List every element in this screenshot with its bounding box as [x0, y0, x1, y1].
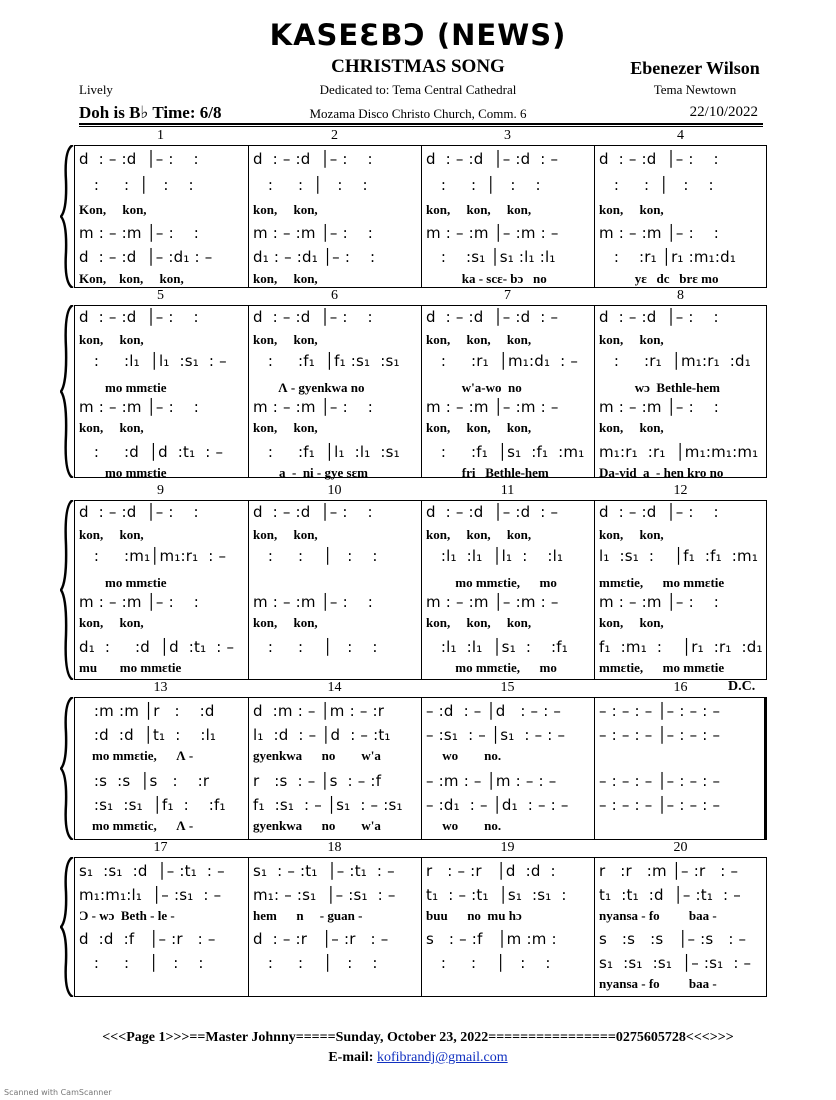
solfa-notes: :s :s │s : :r [79, 772, 210, 790]
solfa-notes: – :m : – │m : – : – [426, 772, 557, 790]
barline [766, 857, 767, 997]
system-brace [60, 857, 74, 997]
solfa-notes: t₁ : – :t₁ │s₁ :s₁ : [426, 886, 567, 904]
solfa-notes: : : │ : : [426, 176, 541, 194]
lyric-line: mo mmɛtie [79, 380, 167, 395]
lyric-line: kon, kon, [253, 202, 318, 217]
tempo-marking: Lively [79, 82, 113, 97]
solfa-notes: d : – :d │– : : [253, 150, 373, 168]
lyric-line: fri Bethle-hem [426, 465, 549, 480]
solfa-notes: d : – :d │– : : [599, 150, 719, 168]
measure-number: 4 [677, 128, 684, 143]
lyric-line: mo mmɛtie [79, 575, 167, 590]
solfa-notes: s :s :s │– :s : – [599, 930, 747, 948]
solfa-notes: : :f₁ │s₁ :f₁ :m₁ [426, 443, 585, 461]
solfa-notes: d : – :r │– :r : – [253, 930, 389, 948]
solfa-notes: m₁:m₁:l₁ │– :s₁ : – [79, 886, 222, 904]
song-title: KASEƐBƆ (NEWS) [269, 18, 567, 52]
barline [594, 305, 595, 478]
measure-number: 16 [673, 680, 688, 695]
lyric-line: kon, kon, kon, [426, 527, 532, 542]
score-system-2 [74, 288, 767, 480]
lyric-line: kon, kon, [79, 615, 144, 630]
solfa-notes: m : – :m │– :m : – [426, 224, 559, 242]
key-signature: Doh is B♭ Time: 6/8 [79, 103, 222, 122]
solfa-notes: l₁ :s₁ : │f₁ :f₁ :m₁ [599, 547, 759, 565]
lyric-line: kon, kon, [253, 420, 318, 435]
measure-number: 14 [327, 680, 342, 695]
footer-email [0, 1050, 836, 1066]
measure-number: 18 [327, 840, 342, 855]
solfa-notes: m : – :m │– : : [599, 398, 719, 416]
lyric-line: mo mmɛtie [79, 465, 167, 480]
barline [421, 697, 422, 840]
lyric-line: kon, kon, kon, [426, 615, 532, 630]
solfa-notes: : : │ : : [79, 176, 194, 194]
lyric-line: kon, kon, [599, 527, 664, 542]
lyric-line: w'a-wo no [426, 380, 522, 395]
lyric-line: wo no. [426, 748, 502, 763]
barline [421, 500, 422, 680]
solfa-notes: m : – :m │– :m : – [426, 593, 559, 611]
solfa-notes: d₁ : – :d₁ │– : : [253, 248, 376, 266]
solfa-notes: m : – :m │– :m : – [426, 398, 559, 416]
system-brace [60, 697, 74, 840]
solfa-notes: m : – :m │– : : [599, 593, 719, 611]
lyric-line: buu no mu hɔ [426, 908, 522, 923]
lyric-line: mo mmɛtie, mo [426, 660, 557, 675]
footer-credits: <<<Page 1>>>==Master Johnny=====Sunday, October 23, 2022================0275605728<<<>>> [102, 1030, 734, 1045]
barline [766, 305, 767, 478]
lyric-line: nyansa - fo baa - [599, 976, 717, 991]
system-brace [60, 305, 74, 478]
solfa-notes: s : – :f │m :m : [426, 930, 557, 948]
solfa-notes: – : – : – │– : – : – [599, 796, 721, 814]
lyric-line: kon, kon, [79, 420, 144, 435]
solfa-notes: : : │ : : [253, 638, 378, 656]
barline [764, 697, 767, 840]
lyric-line: mo mmɛtie, Λ - [79, 748, 194, 763]
lyric-line: kon, kon, [599, 332, 664, 347]
solfa-notes: m : – :m │– : : [253, 398, 373, 416]
measure-number: 19 [500, 840, 515, 855]
solfa-notes: : : │ : : [253, 547, 378, 565]
lyric-line: hem n - guan - [253, 908, 363, 923]
solfa-notes: d : – :d │– :d₁ : – [79, 248, 213, 266]
da-capo-marking: D.C. [728, 679, 756, 694]
solfa-notes: s₁ :s₁ :s₁ │– :s₁ : – [599, 954, 752, 972]
barline [421, 145, 422, 288]
solfa-notes: d : – :d │– : : [599, 308, 719, 326]
solfa-notes: m : – :m │– : : [253, 593, 373, 611]
lyric-line: ka - scɛ- bɔ no [426, 271, 547, 286]
lyric-line: mmɛtie, mo mmɛtie [599, 575, 725, 590]
system-brace [60, 145, 74, 288]
barline [248, 500, 249, 680]
barline [594, 145, 595, 288]
solfa-notes: d : – :d │– : : [253, 503, 373, 521]
solfa-notes: : : │ : : [426, 954, 551, 972]
measure-number: 1 [157, 128, 164, 143]
measure-number: 5 [157, 288, 164, 303]
solfa-notes: r : – :r │d :d : [426, 862, 556, 880]
measure-number: 12 [673, 483, 688, 498]
lyric-line: kon, kon, [253, 615, 318, 630]
header-rule [79, 123, 763, 125]
solfa-notes: – : – : – │– : – : – [599, 726, 721, 744]
measure-number: 11 [500, 483, 515, 498]
solfa-notes: d₁ : :d │d :t₁ : – [79, 638, 235, 656]
barline [421, 857, 422, 997]
system-brace [60, 500, 74, 680]
solfa-notes: m : – :m │– : : [79, 593, 199, 611]
barline [248, 697, 249, 840]
song-subtitle: CHRISTMAS SONG [331, 56, 505, 77]
solfa-notes: d : – :d │– :d : – [426, 308, 559, 326]
solfa-notes: :s₁ :s₁ │f₁ : :f₁ [79, 796, 226, 814]
measure-number: 7 [504, 288, 511, 303]
score-system-3 [74, 483, 767, 680]
solfa-notes: m₁:r₁ :r₁ │m₁:m₁:m₁ [599, 443, 759, 461]
lyric-line: kon, kon, [253, 332, 318, 347]
lyric-line: Da-vid a - hen kro no [599, 465, 724, 480]
solfa-notes: r :s : – │s : – :f [253, 772, 382, 790]
solfa-notes: – :d₁ : – │d₁ : – : – [426, 796, 569, 814]
lyric-line: wo no. [426, 818, 502, 833]
solfa-notes: f₁ :s₁ : – │s₁ : – :s₁ [253, 796, 403, 814]
solfa-notes: m : – :m │– : : [79, 224, 199, 242]
barline [248, 857, 249, 997]
solfa-notes: d :d :f │– :r : – [79, 930, 216, 948]
lyric-line: kon, kon, [253, 527, 318, 542]
barline [74, 697, 75, 840]
lyric-line: mu mo mmɛtie [79, 660, 182, 675]
solfa-notes: :l₁ :l₁ │s₁ : :f₁ [426, 638, 568, 656]
measure-number: 2 [331, 128, 338, 143]
measure-number: 8 [677, 288, 684, 303]
solfa-notes: s₁ : – :t₁ │– :t₁ : – [253, 862, 395, 880]
scanner-watermark: Scanned with CamScanner [4, 1088, 112, 1097]
email-label: E-mail: [328, 1050, 377, 1065]
dedication: Dedicated to: Tema Central Cathedral [319, 82, 517, 97]
solfa-notes: d : – :d │– : : [599, 503, 719, 521]
lyric-line: kon, kon, [599, 202, 664, 217]
lyric-line: Ɔ - wɔ Beth - le - [79, 908, 175, 923]
lyric-line: mo mmɛtic, Λ - [79, 818, 194, 833]
solfa-notes: : : │ : : [79, 954, 204, 972]
barline [766, 500, 767, 680]
solfa-notes: : :r₁ │r₁ :m₁:d₁ [599, 248, 737, 266]
barline [74, 500, 75, 680]
solfa-notes: :l₁ :l₁ │l₁ : :l₁ [426, 547, 564, 565]
solfa-notes: : :f₁ │f₁ :s₁ :s₁ [253, 352, 400, 370]
solfa-notes: r :r :m │– :r : – [599, 862, 739, 880]
solfa-notes: : : │ : : [253, 954, 378, 972]
church-name: Mozama Disco Christo Church, Comm. 6 [309, 106, 527, 121]
solfa-notes: s₁ :s₁ :d │– :t₁ : – [79, 862, 225, 880]
measure-number: 17 [153, 840, 168, 855]
barline [421, 305, 422, 478]
lyric-line: kon, kon, [79, 332, 144, 347]
solfa-notes: d : – :d │– : : [79, 308, 199, 326]
email-link[interactable]: kofibrandj@gmail.com [376, 1050, 508, 1065]
lyric-line: mo mmɛtie, mo [426, 575, 557, 590]
lyric-line: kon, kon, [253, 271, 318, 286]
solfa-notes: – : – : – │– : – : – [599, 702, 721, 720]
lyric-line: a - ni - gye sɛm [253, 465, 368, 480]
solfa-notes: t₁ :t₁ :d │– :t₁ : – [599, 886, 741, 904]
solfa-notes: d : – :d │– : : [253, 308, 373, 326]
solfa-notes: : :r₁ │m₁:d₁ : – [426, 352, 579, 370]
lyric-line: Kon, kon, kon, [79, 271, 184, 286]
measure-number: 15 [500, 680, 515, 695]
lyric-line: mmɛtie, mo mmɛtie [599, 660, 725, 675]
solfa-notes: m : – :m │– : : [253, 224, 373, 242]
solfa-notes: : :l₁ │l₁ :s₁ : – [79, 352, 227, 370]
solfa-notes: m₁: – :s₁ │– :s₁ : – [253, 886, 396, 904]
solfa-notes: m : – :m │– : : [79, 398, 199, 416]
solfa-notes: d : – :d │– : : [79, 503, 199, 521]
solfa-notes: : :m₁│m₁:r₁ : – [79, 547, 227, 565]
lyric-line: gyenkwa no w'a [253, 748, 381, 763]
measure-number: 20 [673, 840, 688, 855]
barline [594, 697, 595, 840]
score-system-1 [74, 128, 767, 288]
header-rule-thin [79, 126, 763, 127]
solfa-notes: : :r₁ │m₁:r₁ :d₁ [599, 352, 751, 370]
barline [74, 305, 75, 478]
solfa-notes: – :d : – │d : – : – [426, 702, 562, 720]
solfa-notes: :m :m │r : :d [79, 702, 215, 720]
composer-name: Ebenezer Wilson [630, 58, 760, 78]
score-system-5 [74, 840, 767, 997]
solfa-notes: d : – :d │– : : [79, 150, 199, 168]
lyric-line: kon, kon, kon, [426, 420, 532, 435]
solfa-notes: d : – :d │– :d : – [426, 503, 559, 521]
barline [594, 500, 595, 680]
score-system-4 [74, 679, 767, 840]
solfa-notes: – :s₁ : – │s₁ : – : – [426, 726, 566, 744]
lyric-line: Λ - gyenkwa no [253, 380, 365, 395]
lyric-line: gyenkwa no w'a [253, 818, 381, 833]
solfa-notes: m : – :m │– : : [599, 224, 719, 242]
solfa-notes: : : │ : : [253, 176, 368, 194]
barline [766, 145, 767, 288]
barline [74, 145, 75, 288]
barline [248, 145, 249, 288]
lyric-line: Kon, kon, [79, 202, 147, 217]
solfa-notes: d : – :d │– :d : – [426, 150, 559, 168]
measure-number: 13 [153, 680, 168, 695]
solfa-notes: : :d │d :t₁ : – [79, 443, 224, 461]
lyric-line: wɔ Bethle-hem [599, 380, 720, 395]
solfa-notes: d :m : – │m : – :r [253, 702, 385, 720]
lyric-line: kon, kon, [79, 527, 144, 542]
composer-place: Tema Newtown [653, 82, 737, 97]
lyric-line: kon, kon, kon, [426, 332, 532, 347]
measure-number: 6 [331, 288, 338, 303]
composition-date: 22/10/2022 [689, 104, 758, 120]
solfa-notes: – : – : – │– : – : – [599, 772, 721, 790]
solfa-notes: : : │ : : [599, 176, 714, 194]
lyric-line: yɛ dc brɛ mo [599, 271, 719, 286]
barline [248, 305, 249, 478]
solfa-notes: : :s₁ │s₁ :l₁ :l₁ [426, 248, 556, 266]
lyric-line: kon, kon, [599, 615, 664, 630]
lyric-line: kon, kon, kon, [426, 202, 532, 217]
lyric-line: kon, kon, [599, 420, 664, 435]
measure-number: 9 [157, 483, 164, 498]
lyric-line: nyansa - fo baa - [599, 908, 717, 923]
barline [74, 857, 75, 997]
measure-number: 10 [327, 483, 342, 498]
barline [594, 857, 595, 997]
solfa-notes: :d :d │t₁ : :l₁ [79, 726, 217, 744]
solfa-notes: l₁ :d : – │d : – :t₁ [253, 726, 391, 744]
solfa-notes: f₁ :m₁ : │r₁ :r₁ :d₁ [599, 638, 763, 656]
measure-number: 3 [504, 128, 511, 143]
solfa-notes: : :f₁ │l₁ :l₁ :s₁ [253, 443, 400, 461]
